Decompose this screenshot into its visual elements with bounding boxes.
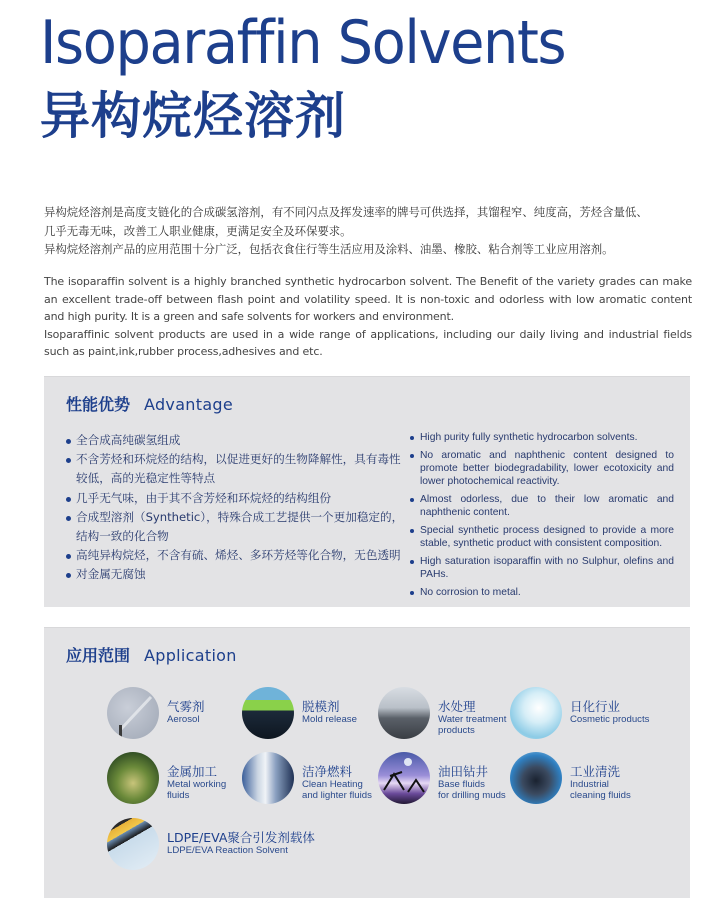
clean-fuel-image bbox=[242, 752, 294, 804]
advantage-item-en: High saturation isoparaffin with no Sulphur, olefins and PAHs. bbox=[408, 555, 674, 581]
application-item-ldpe-eva bbox=[107, 818, 367, 874]
advantage-heading-en: Advantage bbox=[144, 395, 234, 414]
page-title-en: Isoparaffin Solvents bbox=[40, 8, 566, 78]
application-label-cn: 金属加工 bbox=[167, 764, 218, 779]
advantage-item-en: High purity fully synthetic hydrocarbon solvents. bbox=[408, 431, 674, 444]
advantage-item-cn: 高纯异构烷烃，不含有硫、烯烃、多环芳烃等化合物，无色透明 bbox=[64, 546, 404, 565]
application-item-industrial-cleaning bbox=[510, 752, 650, 808]
application-label-cn: 工业清洗 bbox=[570, 764, 621, 779]
water-treatment-image bbox=[378, 687, 430, 739]
application-label-cn: 洁净燃料 bbox=[302, 764, 353, 779]
intro-chinese bbox=[44, 203, 694, 259]
aerosol-image bbox=[107, 687, 159, 739]
application-label-en: Cosmetic products bbox=[570, 714, 650, 725]
industrial-cleaning-image bbox=[510, 752, 562, 804]
application-heading bbox=[66, 643, 237, 666]
advantage-item-cn: 全合成高纯碳氢组成 bbox=[64, 431, 404, 450]
advantage-panel bbox=[44, 376, 690, 607]
ldpe-eva-image bbox=[107, 818, 159, 870]
application-label-cn: 日化行业 bbox=[570, 699, 621, 714]
application-item-water-treatment bbox=[378, 687, 518, 743]
application-panel bbox=[44, 627, 690, 898]
application-item-mold-release bbox=[242, 687, 382, 743]
application-label-en: Clean Heating and lighter fluids bbox=[302, 779, 372, 801]
advantage-item-en: Special synthetic process designed to provide a more stable, synthetic product with consistent composition. bbox=[408, 524, 674, 550]
application-item-aerosol bbox=[107, 687, 247, 743]
application-item-oilfield bbox=[378, 752, 518, 808]
application-label-cn: 水处理 bbox=[438, 699, 476, 714]
advantage-item-cn: 对金属无腐蚀 bbox=[64, 565, 404, 584]
application-heading-en: Application bbox=[144, 646, 237, 665]
metal-working-image bbox=[107, 752, 159, 804]
mold-release-image bbox=[242, 687, 294, 739]
page-title-cn: 异构烷烃溶剂 bbox=[40, 87, 346, 145]
advantage-item-cn: 不含芳烃和环烷烃的结构，以促进更好的生物降解性，具有毒性较低，高的光稳定性等特点 bbox=[64, 450, 404, 488]
application-item-cosmetic bbox=[510, 687, 650, 743]
oilfield-image bbox=[378, 752, 430, 804]
application-label-en: Metal working fluids bbox=[167, 779, 227, 801]
advantage-item-en: Almost odorless, due to their low aromatic and naphthenic content. bbox=[408, 493, 674, 519]
application-heading-cn: 应用范围 bbox=[66, 646, 131, 665]
advantage-item-cn: 几乎无气味，由于其不含芳烃和环烷烃的结构组份 bbox=[64, 489, 404, 508]
application-label-cn: LDPE/EVA聚合引发剂载体 bbox=[167, 830, 315, 845]
cosmetic-image bbox=[510, 687, 562, 739]
application-label-en: Water treatment products bbox=[438, 714, 507, 736]
intro-cn-line: 几乎无毒无味，改善工人职业健康，更满足安全及环保要求。 bbox=[44, 223, 352, 238]
advantage-list-en bbox=[408, 431, 674, 604]
advantage-item-cn: 合成型溶剂（Synthetic），特殊合成工艺提供一个更加稳定的，结构一致的化合物 bbox=[64, 508, 404, 546]
application-label-en: Aerosol bbox=[167, 714, 200, 725]
intro-english bbox=[44, 273, 692, 361]
intro-cn-line: 异构烷烃溶剂是高度支链化的合成碳氢溶剂，有不同闪点及挥发速率的牌号可供选择，其馏程窄、纯度高，芳烃含量低、 bbox=[44, 205, 648, 219]
advantage-heading-cn: 性能优势 bbox=[66, 395, 131, 414]
application-label-cn: 脱模剂 bbox=[302, 699, 340, 714]
application-label-en: Mold release bbox=[302, 714, 357, 725]
application-label-cn: 气雾剂 bbox=[167, 699, 205, 714]
advantage-list-cn bbox=[64, 431, 404, 585]
intro-cn-line: 异构烷烃溶剂产品的应用范围十分广泛，包括衣食住行等生活应用及涂料、油墨、橡胶、粘合剂等工业应用溶剂。 bbox=[44, 242, 614, 256]
application-label-en: Base fluids for drilling muds bbox=[438, 779, 506, 801]
application-item-metal-working bbox=[107, 752, 247, 808]
application-label-en: Industrial cleaning fluids bbox=[570, 779, 631, 801]
application-label-cn: 油田钻井 bbox=[438, 764, 489, 779]
advantage-heading bbox=[66, 392, 233, 415]
advantage-item-en: No aromatic and naphthenic content designed to promote better biodegradability, lower ecotoxicity and lower photochemical reactivity. bbox=[408, 449, 674, 489]
intro-en-paragraph: Isoparaffinic solvent products are used in a wide range of applications, including our daily living and industrial fields such as paint,ink,rubber process,adhesives and etc. bbox=[44, 327, 692, 358]
intro-en-paragraph: The isoparaffin solvent is a highly branched synthetic hydrocarbon solvent. The Benefit of the variety grades can make an excellent trade-off between flash point and volatility speed. It is non-toxic and odorless with low aromatic content and high purity. It is a green and safe solvents for workers and environment. bbox=[44, 275, 692, 323]
application-item-clean-fuel bbox=[242, 752, 382, 808]
application-label-en: LDPE/EVA Reaction Solvent bbox=[167, 845, 288, 856]
advantage-item-en: No corrosion to metal. bbox=[408, 586, 674, 599]
